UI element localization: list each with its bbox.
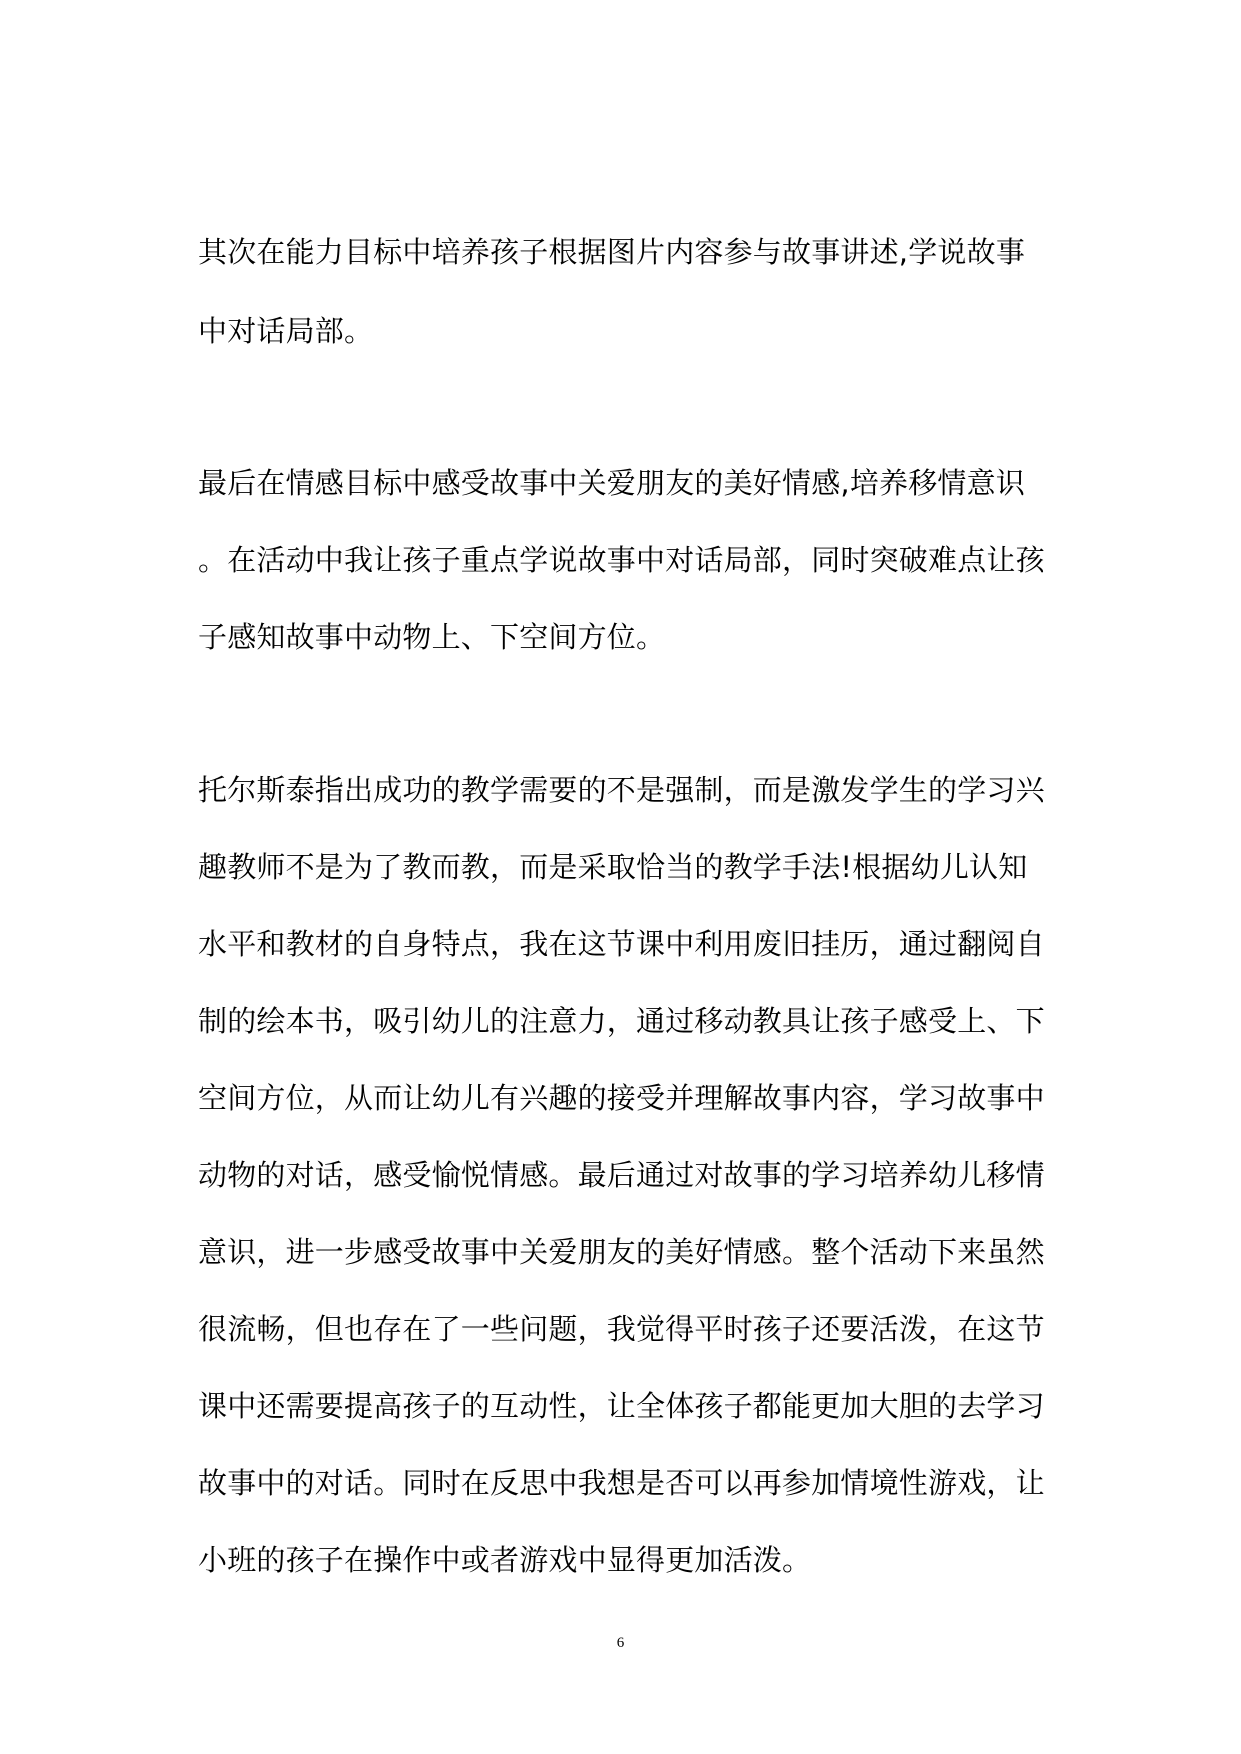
paragraph-3-line-2: 趣教师不是为了教而教，而是采取恰当的教学手法!根据幼儿认知 bbox=[198, 850, 1028, 884]
paragraph-1-line-1: 其次在能力目标中培养孩子根据图片内容参与故事讲述,学说故事 bbox=[198, 235, 1026, 269]
paragraph-3-line-8: 很流畅，但也存在了一些问题，我觉得平时孩子还要活泼，在这节 bbox=[198, 1312, 1045, 1346]
paragraph-3-line-3: 水平和教材的自身特点，我在这节课中利用废旧挂历，通过翻阅自 bbox=[198, 927, 1045, 961]
paragraph-3-line-9: 课中还需要提高孩子的互动性，让全体孩子都能更加大胆的去学习 bbox=[198, 1389, 1045, 1423]
paragraph-1-line-2: 中对话局部。 bbox=[198, 314, 374, 348]
paragraph-3-line-6: 动物的对话，感受愉悦情感。最后通过对故事的学习培养幼儿移情 bbox=[198, 1158, 1045, 1192]
paragraph-3-line-11: 小班的孩子在操作中或者游戏中显得更加活泼。 bbox=[198, 1543, 812, 1577]
paragraph-2-line-1: 最后在情感目标中感受故事中关爱朋友的美好情感,培养移情意识 bbox=[198, 466, 1026, 500]
paragraph-3-line-5: 空间方位，从而让幼儿有兴趣的接受并理解故事内容，学习故事中 bbox=[198, 1081, 1045, 1115]
paragraph-2-line-2: 。在活动中我让孩子重点学说故事中对话局部，同时突破难点让孩 bbox=[198, 543, 1045, 577]
paragraph-3-line-1: 托尔斯泰指出成功的教学需要的不是强制，而是激发学生的学习兴 bbox=[198, 773, 1045, 807]
paragraph-3-line-7: 意识，进一步感受故事中关爱朋友的美好情感。整个活动下来虽然 bbox=[198, 1235, 1045, 1269]
paragraph-3-line-4: 制的绘本书，吸引幼儿的注意力，通过移动教具让孩子感受上、下 bbox=[198, 1004, 1045, 1038]
paragraph-3-line-10: 故事中的对话。同时在反思中我想是否可以再参加情境性游戏，让 bbox=[198, 1466, 1045, 1500]
paragraph-2-line-3: 子感知故事中动物上、下空间方位。 bbox=[198, 620, 666, 654]
page-number: 6 bbox=[616, 1635, 625, 1651]
